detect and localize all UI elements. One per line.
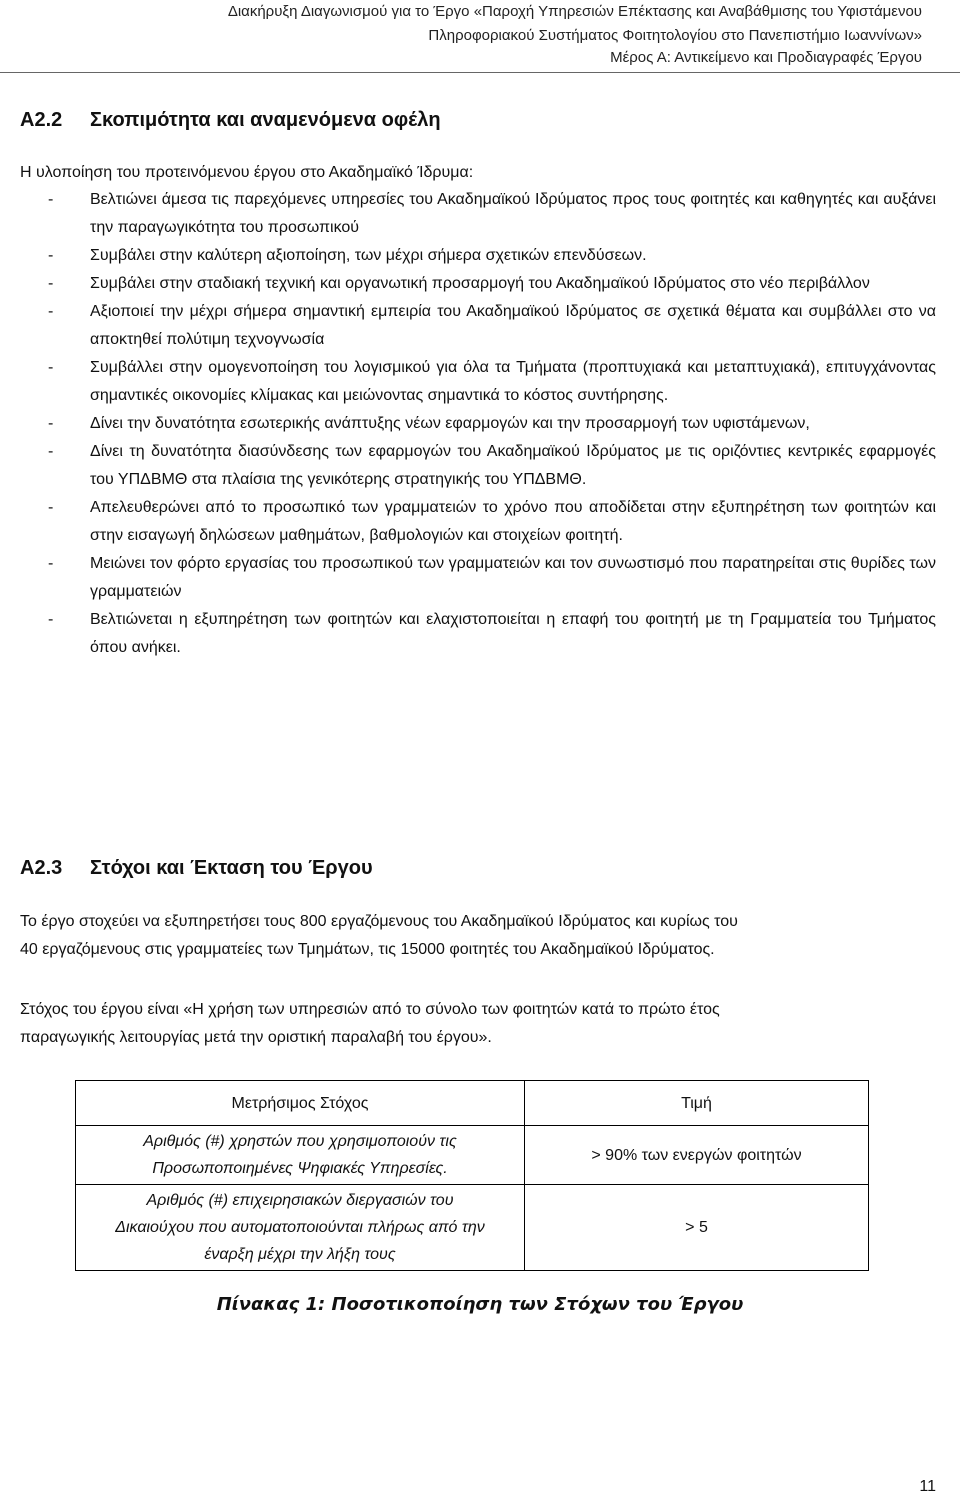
list-item: - Συμβάλλει στην ομογενοποίηση του λογισμικού για όλα τα Τμήματα (προπτυχιακά και μεταπτυχιακά), επιτυγχάνοντας σημαντικές οικονομίες κλίμακας και μειώνοντας σημαντικά το κόστος συντήρησης. <box>0 354 936 410</box>
page-number: 11 <box>919 1478 936 1495</box>
section-a23-heading <box>20 856 373 880</box>
list-item: - Μειώνει τον φόρτο εργασίας του προσωπικού των γραμματειών και τον συνωστισμό που παρατηρείται στις θυρίδες των γραμματειών <box>0 550 936 606</box>
table-row <box>76 1185 869 1271</box>
list-item: - Απελευθερώνει από το προσωπικό των γραμματειών το χρόνο που αποδίδεται στην εξυπηρέτηση των φοιτητών και στην εισαγωγή δηλώσεων μαθημάτων, βαθμολογιών και στοιχείων φοιτητή. <box>0 494 936 550</box>
metric-line: Αριθμός (#) χρηστών που χρησιμοποιούν τις <box>143 1133 457 1150</box>
metric-line: έναρξη μέχρι την λήξη τους <box>204 1246 396 1263</box>
section-a23-number: Α2.3 <box>20 857 63 879</box>
table-caption: Πίνακας 1: Ποσοτικοποίηση των Στόχων του Έργου <box>216 1294 744 1315</box>
section-a23-para2-line2: παραγωγικής λειτουργίας μετά την οριστική παραλαβή του έργου». <box>20 1029 492 1046</box>
table-header-metric: Μετρήσιμος Στόχος <box>76 1081 525 1126</box>
list-item: - Βελτιώνει άμεσα τις παρεχόμενες υπηρεσίες του Ακαδημαϊκού Ιδρύματος προς τους φοιτητές και καθηγητές και αυξάνει την παραγωγικότητα του προσωπικού <box>0 186 936 242</box>
metric-cell <box>76 1185 525 1271</box>
section-a22-number: Α2.2 <box>20 109 63 131</box>
list-item: - Αξιοποιεί την μέχρι σήμερα σημαντική εμπειρία του Ακαδημαϊκού Ιδρύματος σε σχετικά θέματα και συμβάλλει στο να αποκτηθεί πολύτιμη τεχνογνωσία <box>0 298 936 354</box>
list-item: - Συμβάλει στην σταδιακή τεχνική και οργανωτική προσαρμογή του Ακαδημαϊκού Ιδρύματος στο νέο περιβάλλον <box>0 270 936 298</box>
section-a22-intro: Η υλοποίηση του προτεινόμενου έργου στο Ακαδημαϊκό Ίδρυμα: <box>20 164 474 181</box>
section-a23-title: Στόχοι και Έκταση του Έργου <box>90 857 373 879</box>
list-item: - Δίνει την δυνατότητα εσωτερικής ανάπτυξης νέων εφαρμογών και την προσαρμογή των υφιστάμενων, <box>0 410 936 438</box>
list-item: - Βελτιώνεται η εξυπηρέτηση των φοιτητών και ελαχιστοποιείται η επαφή του φοιτητή με τη Γραμματεία του Τμήματος όπου ανήκει. <box>0 606 936 662</box>
benefits-list <box>0 186 960 662</box>
header-title-line-2: Πληροφοριακού Συστήματος Φοιτητολογίου στο Πανεπιστήμιο Ιωαννίνων» <box>428 27 922 44</box>
section-a23-para1-line2: 40 εργαζόμενους στις γραμματείες των Τμημάτων, τις 15000 φοιτητές του Ακαδημαϊκού Ιδρύματος. <box>20 941 715 958</box>
value-cell: > 90% των ενεργών φοιτητών <box>525 1126 869 1185</box>
metric-line: Αριθμός (#) επιχειρησιακών διεργασιών του <box>146 1192 454 1209</box>
metric-line: Προσωποποιημένες Ψηφιακές Υπηρεσίες. <box>152 1160 448 1177</box>
section-a23-para1-line1: Το έργο στοχεύει να εξυπηρετήσει τους 800 εργαζόμενους του Ακαδημαϊκού Ιδρύματος και κυρίως του <box>20 913 738 930</box>
goals-table <box>75 1080 869 1271</box>
value-cell: > 5 <box>525 1185 869 1271</box>
table-header-row <box>76 1081 869 1126</box>
section-a23-para2-line1: Στόχος του έργου είναι «Η χρήση των υπηρεσιών από το σύνολο των φοιτητών κατά το πρώτο έτος <box>20 1001 720 1018</box>
list-item: - Συμβάλει στην καλύτερη αξιοποίηση, των μέχρι σήμερα σχετικών επενδύσεων. <box>0 242 936 270</box>
section-a22-title: Σκοπιμότητα και αναμενόμενα οφέλη <box>90 109 441 131</box>
table-row <box>76 1126 869 1185</box>
metric-line: Δικαιούχου που αυτοματοποιούνται πλήρως από την <box>115 1219 485 1236</box>
header-divider <box>0 72 960 73</box>
header-title-line-1: Διακήρυξη Διαγωνισμού για το Έργο «Παροχή Υπηρεσιών Επέκτασης και Αναβάθμισης του Υφιστάμενου <box>227 3 922 20</box>
list-item: - Δίνει τη δυνατότητα διασύνδεσης των εφαρμογών του Ακαδημαϊκού Ιδρύματος με τις οριζόντιες κεντρικές εφαρμογές του ΥΠΔΒΜΘ στα πλαίσια της γενικότερης στρατηγικής του ΥΠΔΒΜΘ. <box>0 438 936 494</box>
section-a22-heading <box>20 108 441 132</box>
table-header-value: Τιμή <box>525 1081 869 1126</box>
header-section-line: Μέρος Α: Αντικείμενο και Προδιαγραφές Έργου <box>610 49 922 66</box>
metric-cell <box>76 1126 525 1185</box>
